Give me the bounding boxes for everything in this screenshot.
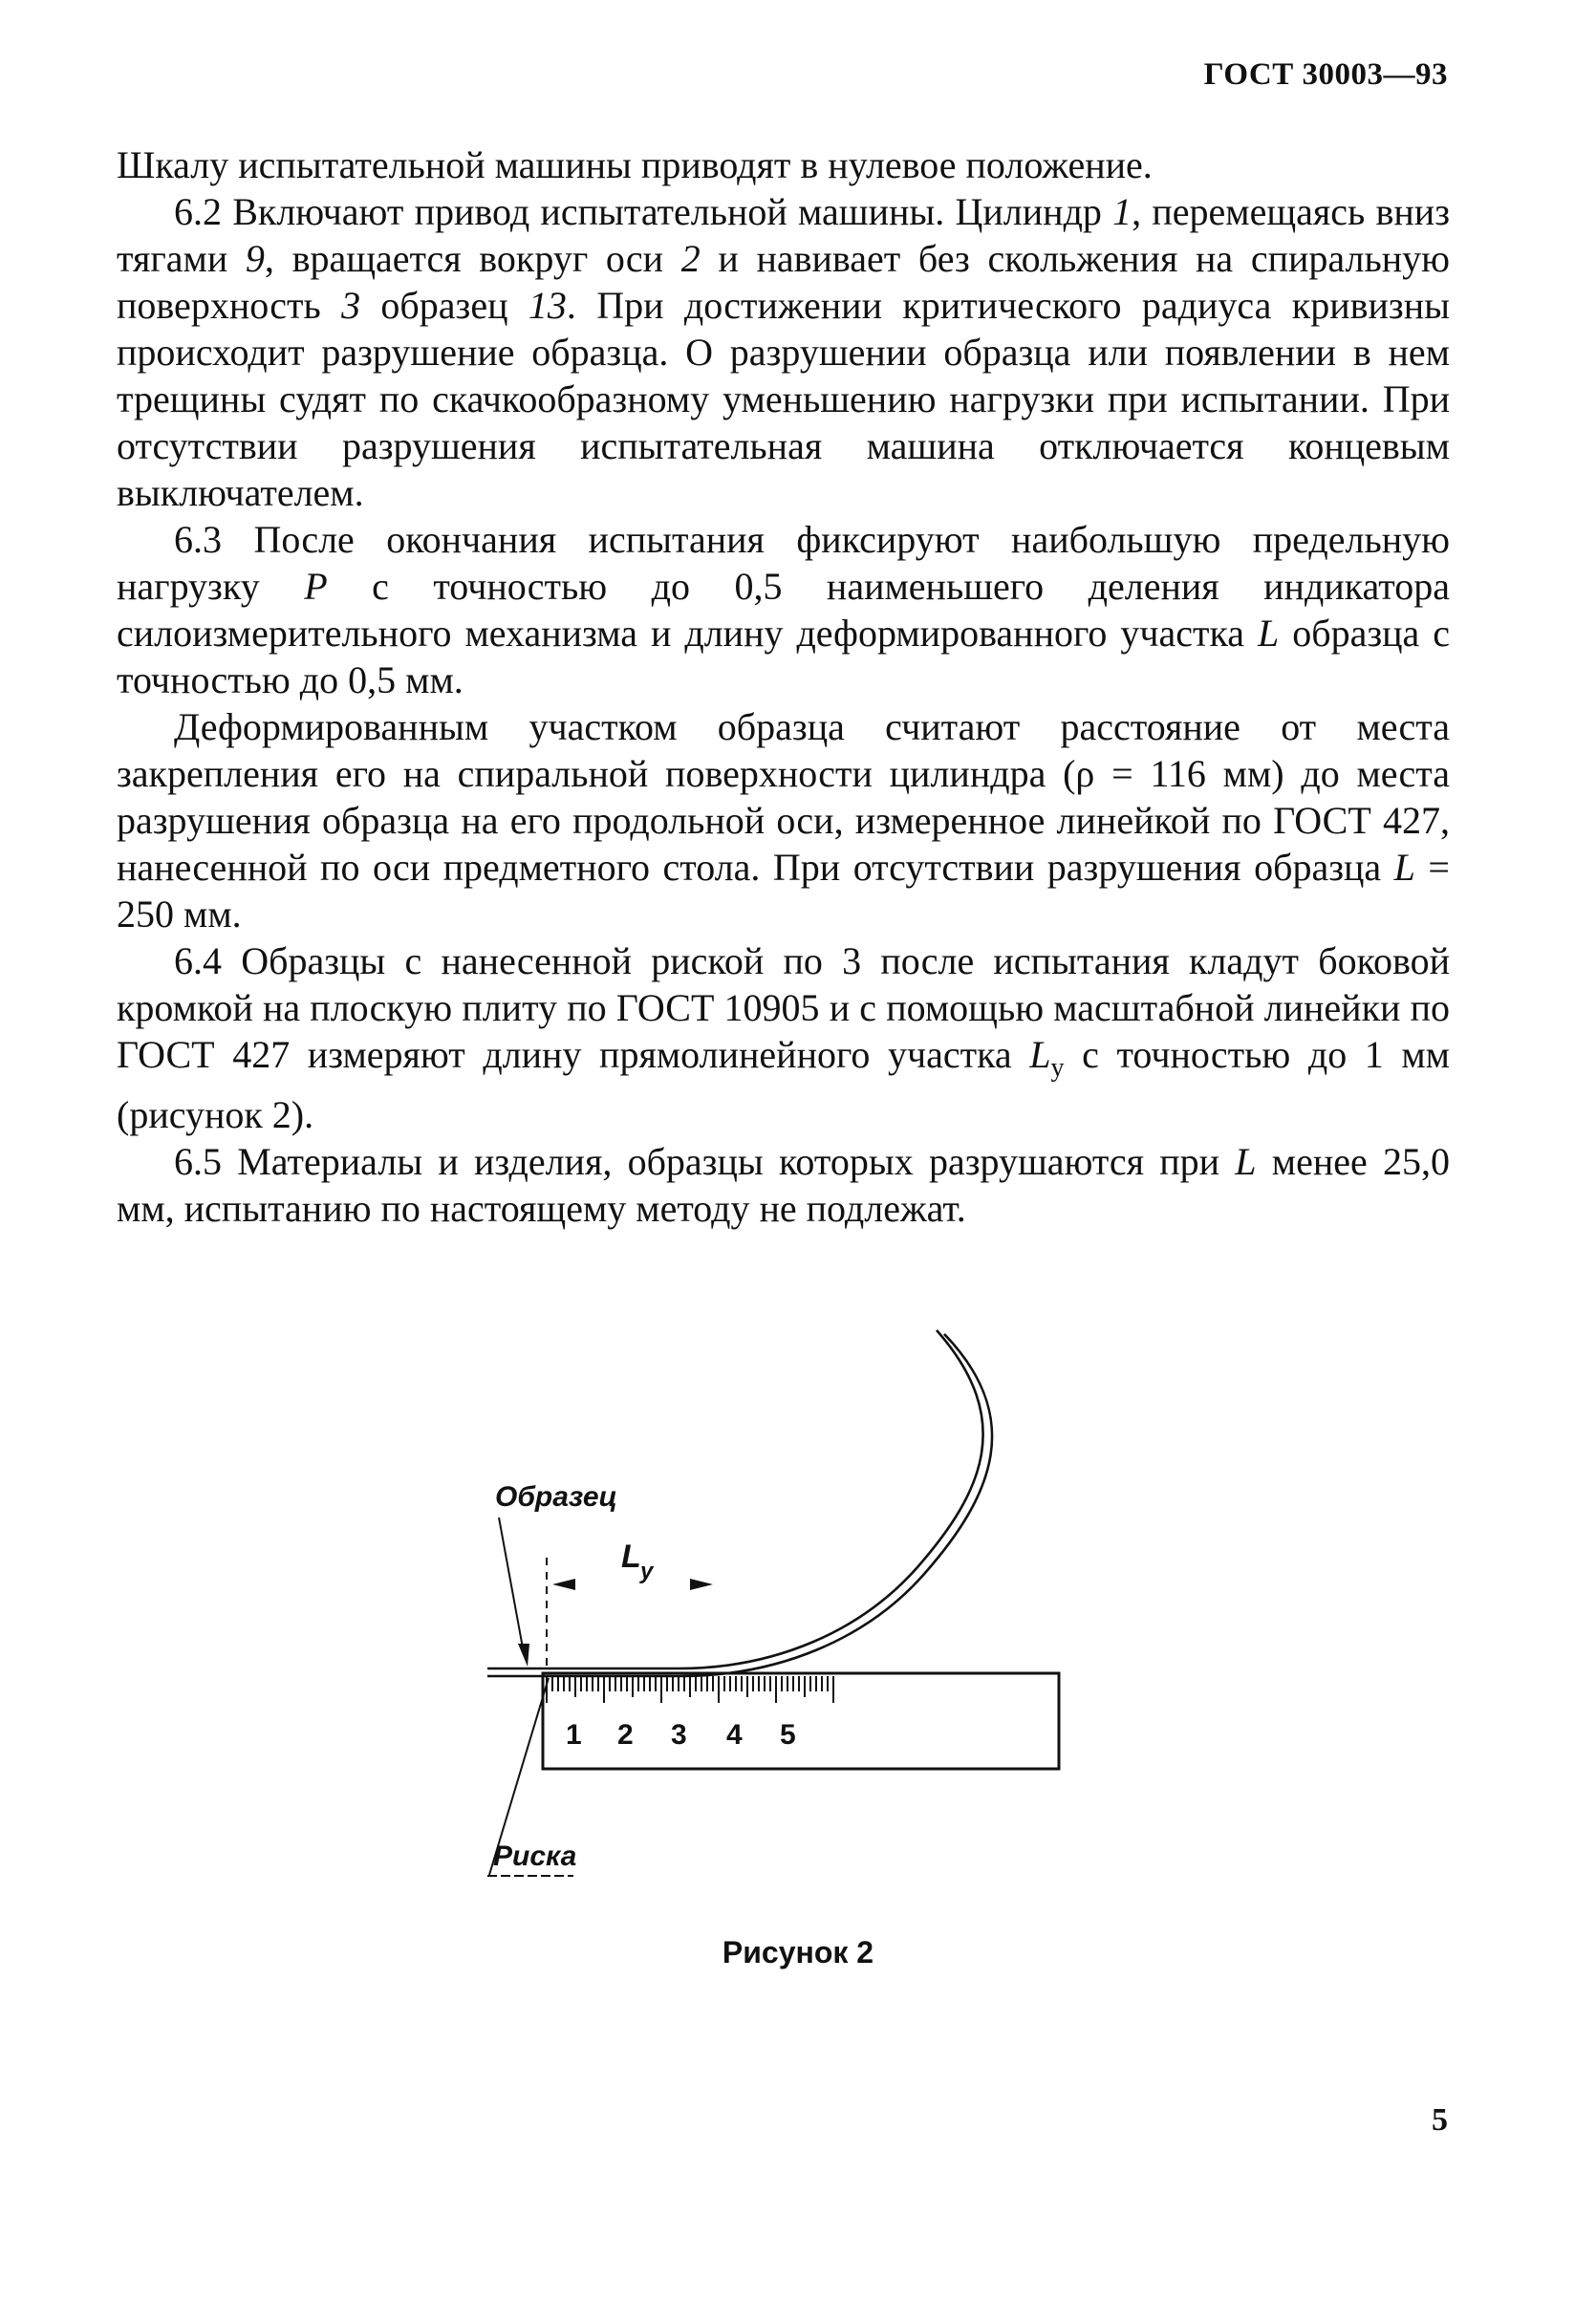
p62-ref-9: 9 bbox=[245, 237, 265, 280]
p64-text-b: с точностью до 1 мм (рисунок 2). bbox=[117, 1033, 1450, 1136]
p63-symbol-l: L bbox=[1258, 612, 1280, 655]
p62-text-b: , перемещаясь вниз тягами bbox=[117, 190, 1450, 280]
scale-number-1: 1 bbox=[566, 1719, 582, 1751]
sample-leader-line bbox=[499, 1517, 524, 1653]
p63-text-a: 6.3 После окончания испытания фиксируют наибольшую предельную нагрузку bbox=[117, 518, 1450, 608]
p62-text-a: 6.2 Включают привод испытательной машины. Цилиндр bbox=[174, 190, 1113, 233]
body-text bbox=[117, 141, 1450, 1232]
ruler-ticks bbox=[547, 1676, 833, 1703]
mark-label: Риска bbox=[493, 1840, 577, 1872]
p62-ref-3: 3 bbox=[341, 284, 361, 327]
p62-text-c: , вращается вокруг оси bbox=[264, 237, 681, 280]
document-id-header: ГОСТ 30003—93 bbox=[1203, 57, 1448, 92]
paragraph-6-4 bbox=[117, 937, 1450, 1138]
figure-2-diagram bbox=[459, 1328, 1070, 1997]
p62-text-d: и навивает без скольжения на спиральную поверхность bbox=[117, 237, 1451, 327]
p62-text-e: образец bbox=[360, 284, 528, 327]
paragraph-deformed-section bbox=[117, 703, 1450, 937]
figure-caption: Рисунок 2 bbox=[722, 1935, 874, 1969]
p62-ref-1: 1 bbox=[1112, 190, 1132, 233]
paragraph-zero-scale: Шкалу испытательной машины приводят в нулевое положение. bbox=[117, 143, 1153, 186]
p63-text-b: с точностью до 0,5 наименьшего деления индикатора силоизмерительного механизма и длину деформированного участка bbox=[117, 565, 1450, 655]
p65-text-a: 6.5 Материалы и изделия, образцы которых разрушаются при bbox=[174, 1140, 1236, 1183]
ly-arrow-right bbox=[690, 1579, 713, 1590]
p-def-text-b: = 250 мм. bbox=[117, 846, 1450, 936]
p63-symbol-p: P bbox=[304, 565, 328, 608]
scale-number-3: 3 bbox=[671, 1719, 687, 1751]
paragraph-6-2 bbox=[117, 188, 1450, 516]
p65-symbol-l: L bbox=[1235, 1140, 1257, 1183]
scale-number-5: 5 bbox=[780, 1719, 796, 1751]
p64-symbol-sub: у bbox=[1050, 1053, 1065, 1083]
scale-number-4: 4 bbox=[726, 1719, 743, 1751]
sample-leader-arrow bbox=[518, 1644, 529, 1667]
p64-text-a: 6.4 Образцы с нанесенной риской по 3 после испытания кладут боковой кромкой на плоскую плиту по ГОСТ 10905 и с помощью масштабной линейки по ГОСТ 427 измеряют длину прямолинейного участка bbox=[117, 939, 1450, 1076]
paragraph-6-3 bbox=[117, 516, 1450, 703]
p62-ref-13: 13 bbox=[528, 284, 567, 327]
p65-text-b: менее 25,0 мм, испытанию по настоящему методу не подлежат. bbox=[117, 1140, 1451, 1230]
p64-symbol-l: L bbox=[1029, 1033, 1051, 1076]
p63-text-c: образца с точностью до 0,5 мм. bbox=[117, 612, 1450, 701]
p-def-symbol-l: L bbox=[1393, 846, 1415, 889]
ruler-scale-numbers bbox=[566, 1719, 796, 1751]
scale-number-2: 2 bbox=[617, 1719, 634, 1751]
ly-label-main: L bbox=[621, 1539, 641, 1575]
p62-text-f: . При достижении критического радиуса кривизны происходит разрушение образца. О разрушении образца или появлении в нем трещины судят по скачкообразному уменьшению нагрузки при испытании. При отсутствии разрушения испытательная машина отключается концевым выключателем. bbox=[117, 284, 1450, 514]
paragraph-6-5 bbox=[117, 1138, 1450, 1232]
p-def-text-a: Деформированным участком образца считают расстояние от места закрепления его на спиральной поверхности цилиндра (ρ = 116 мм) до места разрушения образца на его продольной оси, измеренное линейкой по ГОСТ 427, нанесенной по оси предметного стола. При отсутствии разрушения образца bbox=[117, 705, 1450, 889]
page-number: 5 bbox=[1432, 2102, 1448, 2138]
p62-ref-2: 2 bbox=[680, 237, 701, 280]
sample-label: Образец bbox=[495, 1481, 617, 1513]
ly-label-sub: у bbox=[640, 1559, 654, 1584]
ly-arrow-left bbox=[552, 1579, 575, 1590]
